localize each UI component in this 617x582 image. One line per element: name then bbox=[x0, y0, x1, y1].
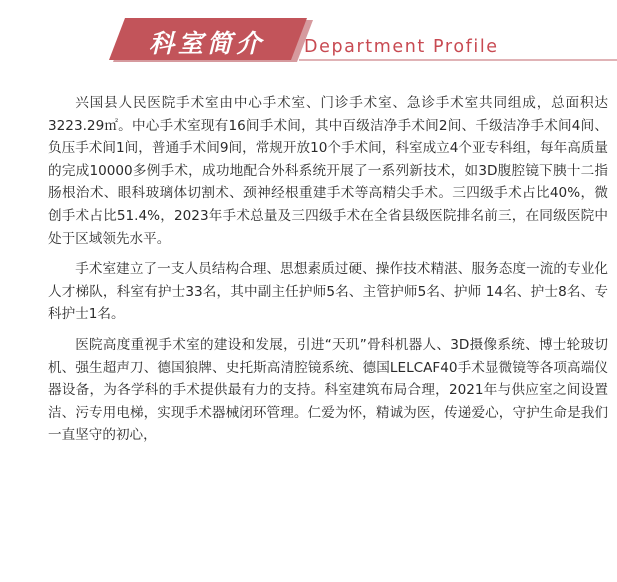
page-subtitle: Department Profile bbox=[304, 37, 499, 57]
paragraph-overview: 兴国县人民医院手术室由中心手术室、门诊手术室、急诊手术室共同组成，总面积达3223.29㎡。中心手术室现有16间手术间，其中百级洁净手术间2间、千级洁净手术间4间、负压手术间1间，普通手术间9间，常规开放10个手术间，科室成立4个亚专科组，每年高质量的完成10000多例手术，成功地配合外科系统开展了一系列新技术，如3D腹腔镜下胰十二指肠根治术、眼科玻璃体切割术、颈神经根重建手术等高精尖手术。三四级手术占比40%，微创手术占比51.4%，2023年手术总量及三四级手术在全省县级医院排名前三，在同级医院中处于区域领先水平。 bbox=[48, 95, 608, 247]
paragraph-equipment: 医院高度重视手术室的建设和发展，引进“天玑”骨科机器人、3D摄像系统、博士轮玻切机、强生超声刀、德国狼牌、史托斯高清腔镜系统、德国LELCAF40手术显微镜等各项高端仪器设备，为各学科的手术提供最有力的支持。科室建筑布局合理，2021年与供应室之间设置洁、污专用电梯，实现手术器械闭环管理。仁爱为怀，精诚为医，传递爱心，守护生命是我们一直坚守的初心， bbox=[48, 336, 608, 444]
page-title: 科室简介 bbox=[149, 29, 266, 58]
section-title-banner bbox=[107, 18, 617, 64]
article-body bbox=[48, 92, 608, 455]
paragraph-staff: 手术室建立了一支人员结构合理、思想素质过硬、操作技术精湛、服务态度一流的专业化人才梯队，科室有护士33名，其中副主任护师5名、主管护师5名、护师 14名、护士8名、专科护士1名。 bbox=[48, 261, 608, 323]
